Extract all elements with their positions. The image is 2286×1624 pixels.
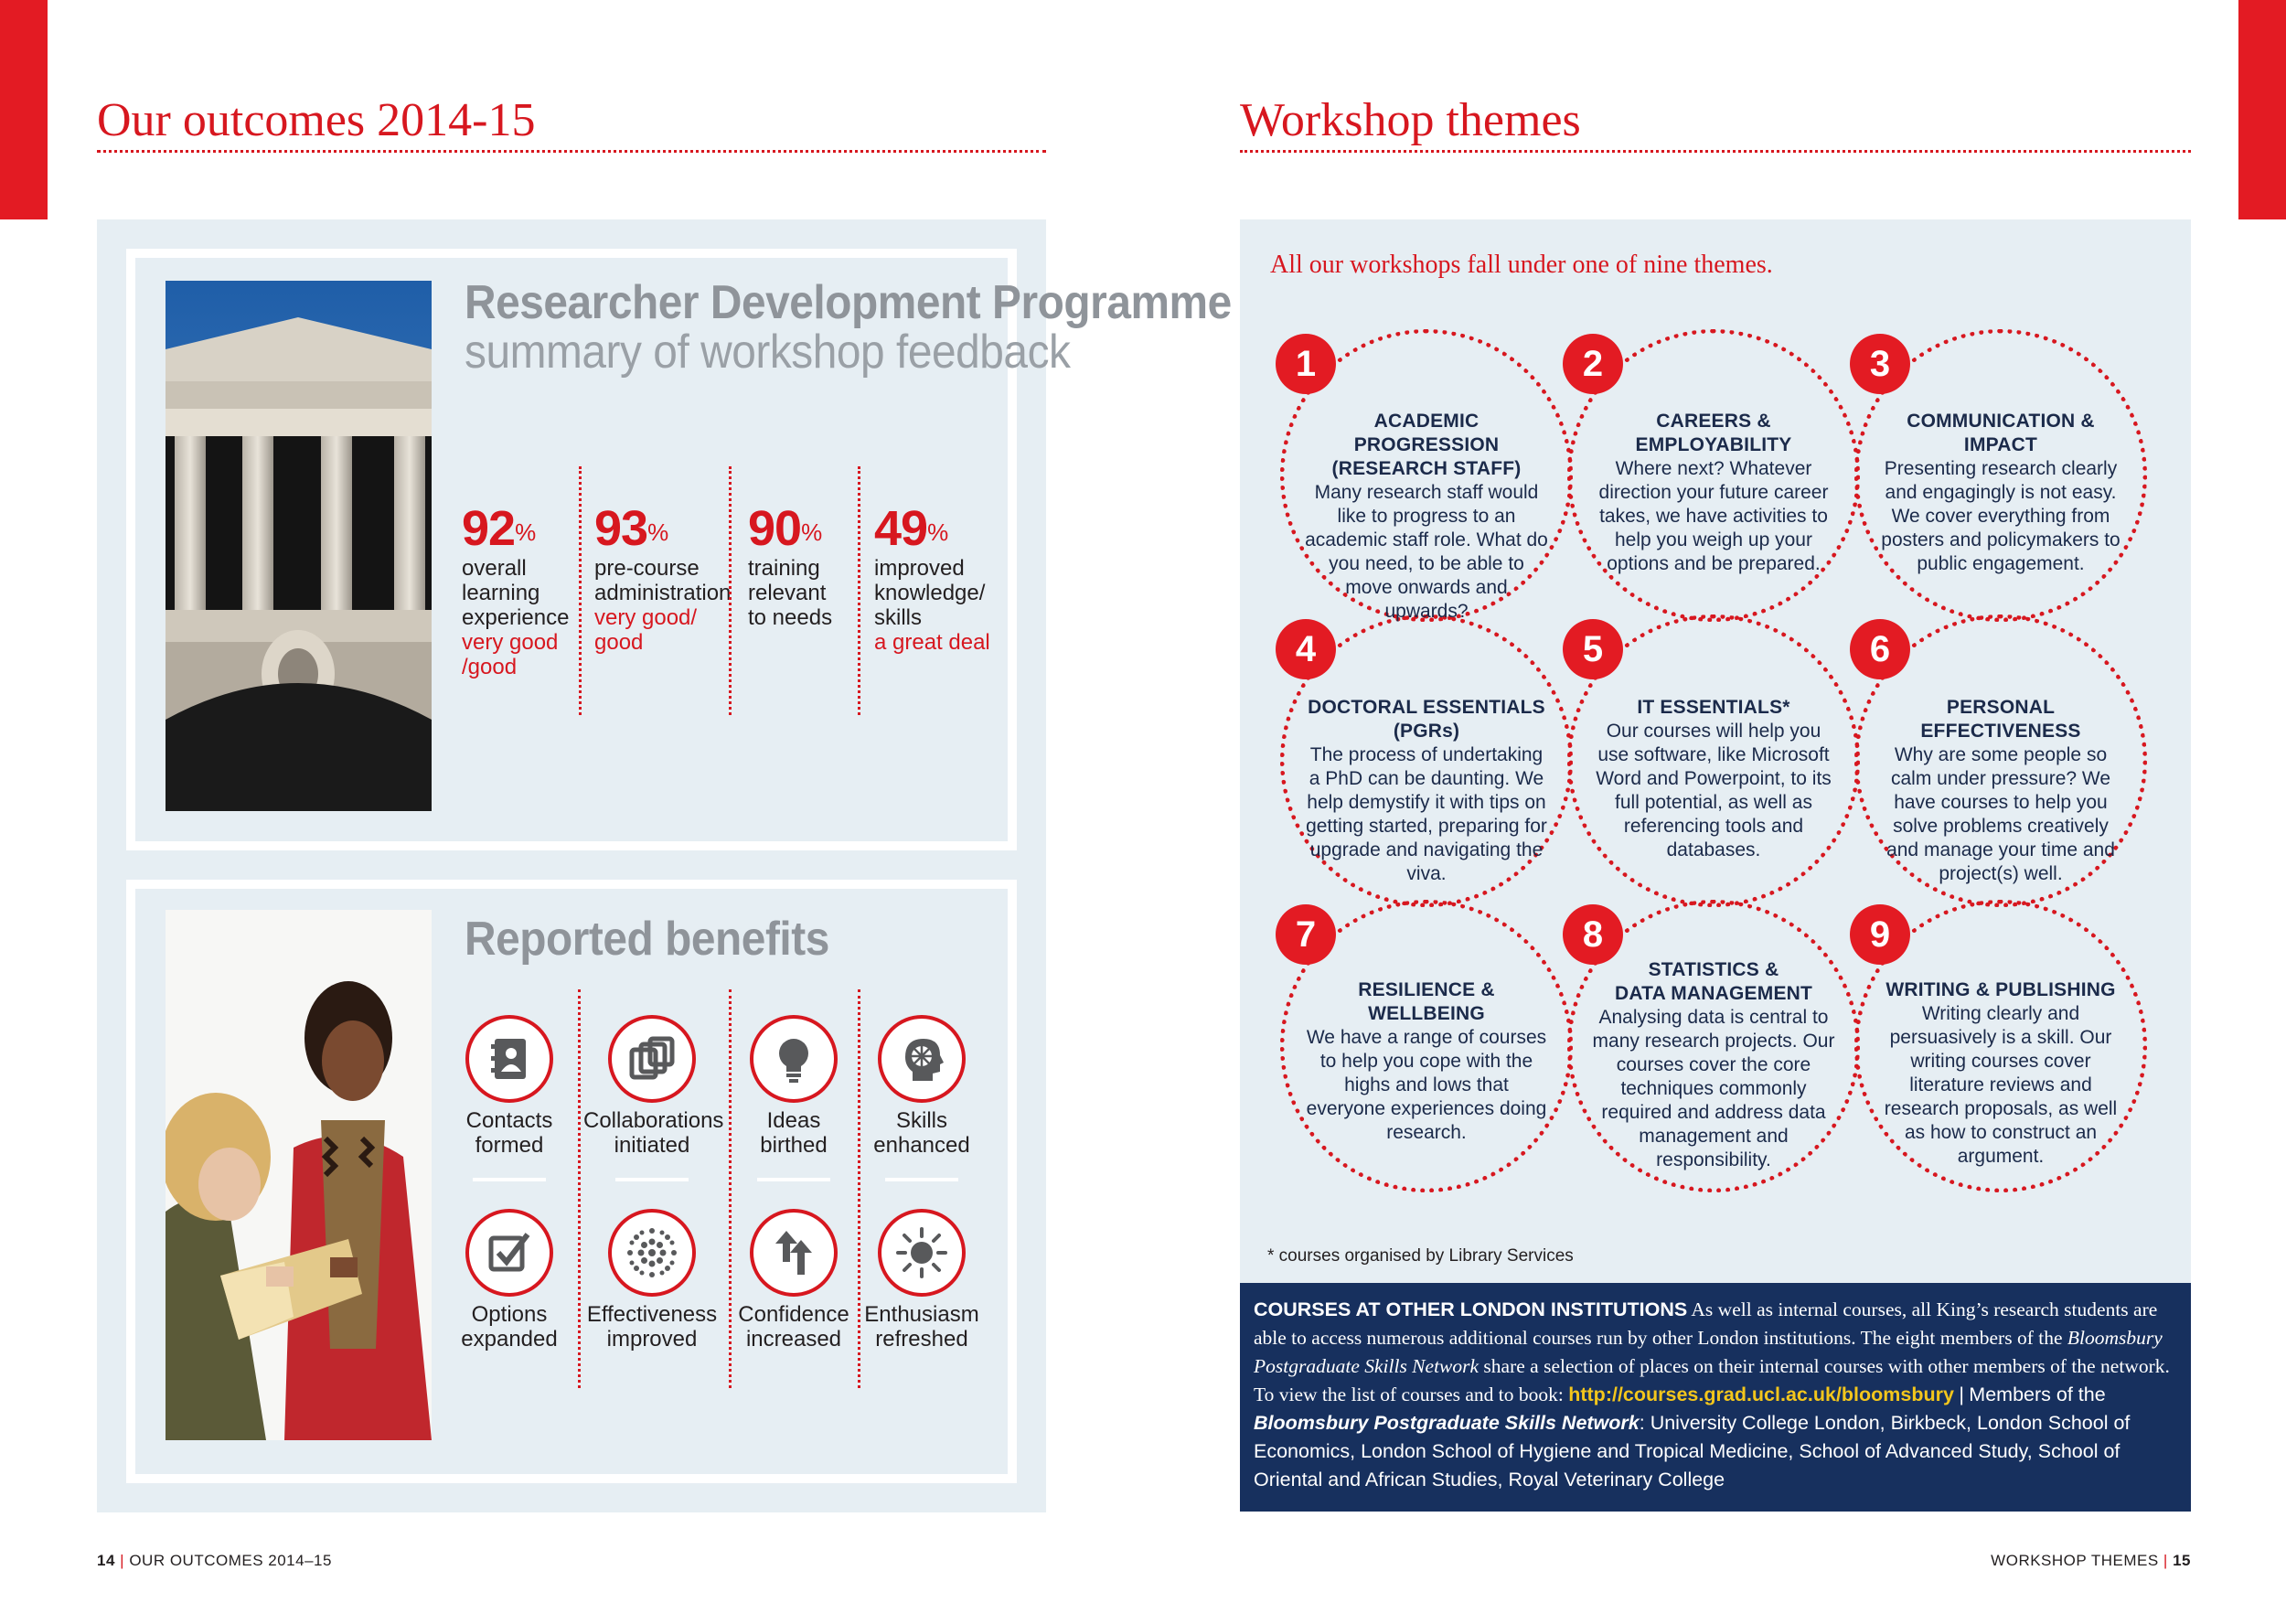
benefit-collaborations	[583, 1015, 724, 1181]
lightbulb-icon	[750, 1015, 838, 1103]
library-footnote: * courses organised by Library Services	[1267, 1246, 1574, 1266]
stat-overall-learning	[462, 501, 581, 679]
benefit-underline	[473, 1178, 546, 1181]
benefit-label: Collaborations initiated	[583, 1108, 724, 1158]
theme-number-badge: 5	[1563, 619, 1623, 679]
stat-value: 93%	[594, 501, 668, 556]
benefit-underline	[757, 1178, 830, 1181]
benefit-label: Effectiveness improved	[586, 1302, 718, 1352]
left-footer-section: OUR OUTCOMES 2014–15	[129, 1552, 332, 1569]
theme-text-it-essentials: IT ESSENTIALS* Our courses will help you use software, like Microsoft Word and Powerpoint, to its full potential, as well as referencing tools and databases.	[1596, 697, 1832, 860]
theme-text-communication: COMMUNICATION & IMPACT Presenting research clearly and engagingly is not easy. We cover everything from posters and policymakers to public engagement.	[1881, 411, 2120, 574]
network-name: Bloomsbury Postgraduate Skills Network	[1254, 1327, 2163, 1377]
right-page-title: Workshop themes	[1240, 94, 1581, 146]
stat-divider	[579, 466, 582, 715]
stat-value: 92%	[462, 501, 536, 556]
building-photo	[166, 281, 432, 811]
stat-training-relevant	[748, 501, 849, 630]
theme-number-badge: 7	[1276, 904, 1336, 965]
members-list: : University College London, Birkbeck, London School of Economics, London School of Hygiene and Tropical Medicine, School of Advanced Study, School of Oriental and African Studies, Royal Veterinary College	[1254, 1412, 2131, 1490]
theme-number-badge: 6	[1850, 619, 1910, 679]
theme-text-resilience: RESILIENCE & WELLBEING We have a range of courses to help you cope with the highs and lows that everyone experiences doing research.	[1306, 979, 1547, 1143]
left-page-title: Our outcomes 2014-15	[97, 94, 536, 146]
benefit-confidence	[725, 1209, 862, 1352]
other-institutions-heading: COURSES AT OTHER LONDON INSTITUTIONS	[1254, 1298, 1688, 1320]
theme-number-badge: 3	[1850, 334, 1910, 394]
feedback-heading: Researcher Development Programme summary of workshop feedback	[465, 276, 1232, 379]
students-photo	[166, 910, 432, 1440]
stat-rating: very good/ good	[594, 605, 698, 655]
arrows-up-icon	[750, 1209, 838, 1297]
dots-radial-icon	[608, 1209, 696, 1297]
theme-text-careers: CAREERS & EMPLOYABILITY Where next? Whatever direction your future career takes, we have activities to help you weigh up your options and be prepared.	[1598, 411, 1829, 574]
benefit-divider	[578, 989, 581, 1388]
benefit-label: Enthusiasm refreshed	[864, 1302, 979, 1352]
other-institutions-box	[1240, 1283, 2191, 1512]
benefit-underline	[885, 1178, 958, 1181]
right-footer	[1991, 1552, 2191, 1570]
themes-intro: All our workshops fall under one of nine themes.	[1270, 251, 1773, 279]
stat-pre-course-admin	[594, 501, 732, 655]
benefit-label: Confidence increased	[738, 1302, 849, 1352]
benefit-enthusiasm	[853, 1209, 990, 1352]
theme-number-badge: 8	[1563, 904, 1623, 965]
collaboration-icon	[608, 1015, 696, 1103]
theme-text-doctoral-essentials: DOCTORAL ESSENTIALS (PGRs) The process of undertaking a PhD can be daunting. We help demystify it with tips on getting started, preparing for upgrade and navigating the viva.	[1306, 697, 1547, 884]
benefit-ideas	[725, 1015, 862, 1181]
stat-divider	[858, 466, 860, 715]
theme-text-personal-effectiveness: PERSONAL EFFECTIVENESS Why are some people so calm under pressure? We have courses to help you solve problems creatively and manage your time and project(s) well.	[1886, 697, 2115, 884]
stat-description: overall learning experience	[462, 556, 570, 630]
theme-number-badge: 1	[1276, 334, 1336, 394]
left-footer	[97, 1552, 332, 1570]
stat-value: 49%	[874, 501, 948, 556]
left-red-tab	[0, 0, 48, 219]
checkbox-icon	[465, 1209, 553, 1297]
stat-improved-knowledge	[874, 501, 993, 655]
theme-text-writing: WRITING & PUBLISHING Writing clearly and persuasively is a skill. Our writing courses cover literature reviews and research proposals, as well as how to construct an argument.	[1884, 979, 2118, 1167]
theme-number-badge: 4	[1276, 619, 1336, 679]
theme-text-statistics: STATISTICS & DATA MANAGEMENT Analysing data is central to many research projects. Our courses cover the core techniques commonly required and address data management and responsibility.	[1592, 959, 1835, 1170]
left-title-rule	[97, 150, 1046, 153]
stat-rating: a great deal	[874, 630, 990, 655]
benefit-contacts	[441, 1015, 578, 1181]
stat-description: training relevant to needs	[748, 556, 833, 630]
right-title-rule	[1240, 150, 2191, 153]
stat-rating: very good /good	[462, 630, 559, 679]
benefits-card-inner	[135, 889, 1008, 1474]
stat-description: pre-course administration	[594, 556, 732, 605]
benefit-label: Options expanded	[461, 1302, 558, 1352]
right-page-number: 15	[2173, 1552, 2191, 1569]
sun-icon	[878, 1209, 966, 1297]
network-name-members: Bloomsbury Postgraduate Skills Network	[1254, 1412, 1640, 1434]
head-brain-icon	[878, 1015, 966, 1103]
left-page-number: 14	[97, 1552, 115, 1569]
stat-description: improved knowledge/ skills	[874, 556, 986, 630]
feedback-heading-light: summary of workshop feedback	[465, 326, 1071, 379]
benefit-options	[441, 1209, 578, 1352]
courses-link[interactable]: http://courses.grad.ucl.ac.uk/bloomsbury	[1568, 1384, 1954, 1405]
stat-value: 90%	[748, 501, 822, 556]
benefits-heading: Reported benefits	[465, 913, 829, 966]
theme-number-badge: 9	[1850, 904, 1910, 965]
stat-divider	[729, 466, 732, 715]
other-institutions-text: COURSES AT OTHER LONDON INSTITUTIONS As well as internal courses, all King’s research students are able to access numerous additional courses run by other London institutions. The eight members of the Bloomsbury Postgraduate Skills Network share a selection of places on their internal courses with other members of the network. To view the list of courses and to book: http://courses.grad.ucl.ac.uk/bloomsbury | Members of the Bloomsbury Postgraduate Skills Network: University College London, Birkbeck, London School of Economics, London School of Hygiene and Tropical Medicine, School of Advanced Study, School of Oriental and African Studies, Royal Veterinary College	[1254, 1298, 2170, 1490]
benefit-label: Contacts formed	[465, 1108, 553, 1158]
contacts-book-icon	[465, 1015, 553, 1103]
benefit-label: Skills enhanced	[873, 1108, 970, 1158]
benefits-card	[126, 880, 1017, 1483]
right-red-tab	[2238, 0, 2286, 219]
footer-separator: |	[120, 1552, 125, 1569]
theme-text-academic-progression: ACADEMIC PROGRESSION (RESEARCH STAFF) Many research staff would like to progress to an academic staff role. What do you need, to be able to move onwards and upwards?	[1305, 411, 1548, 622]
benefit-label: Ideas birthed	[760, 1108, 828, 1158]
benefit-underline	[615, 1178, 689, 1181]
right-footer-section: WORKSHOP THEMES	[1991, 1552, 2159, 1569]
theme-number-badge: 2	[1563, 334, 1623, 394]
benefit-effectiveness	[583, 1209, 721, 1352]
footer-separator: |	[2163, 1552, 2168, 1569]
benefit-skills	[853, 1015, 990, 1181]
